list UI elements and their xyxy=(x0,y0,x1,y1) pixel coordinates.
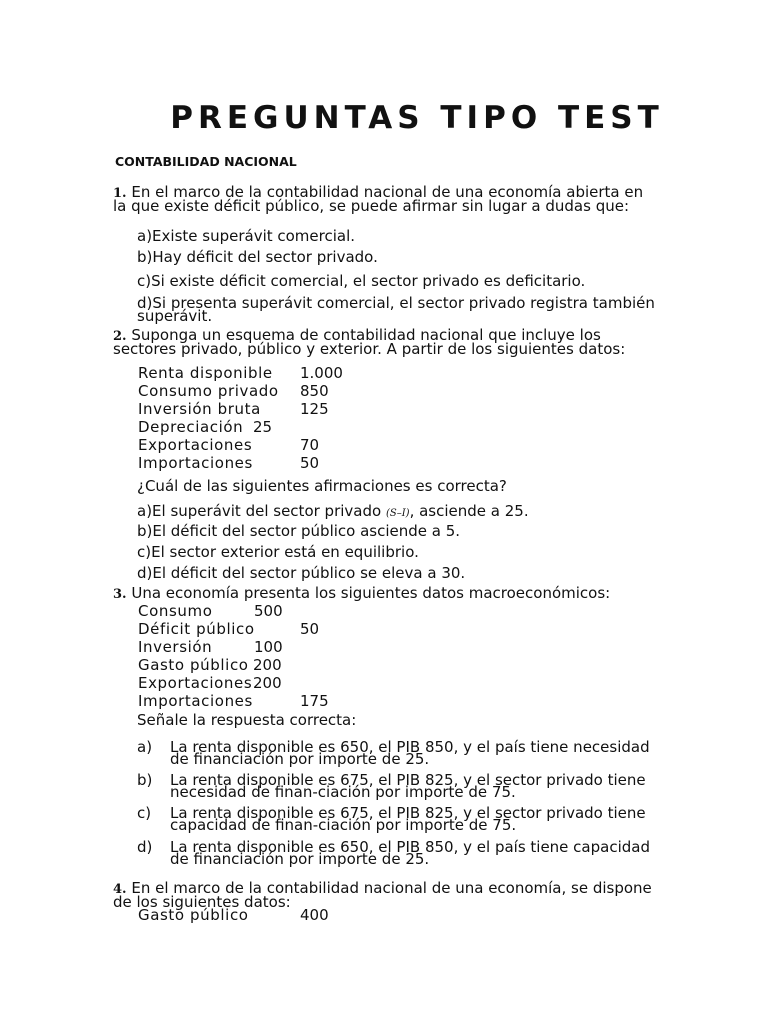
q2-data-value: 25 xyxy=(253,418,273,436)
question-text: Suponga un esquema de contabilidad nacional que incluye los sectores privado, público y exterior. A partir de los siguientes datos: xyxy=(113,326,626,358)
q3-option-d-letter: d) xyxy=(137,838,153,856)
q3-data-label: Consumo xyxy=(138,602,213,620)
question-3 xyxy=(113,584,653,602)
q1-option-b: b)Hay déficit del sector privado. xyxy=(137,248,378,266)
q3-data-value: 500 xyxy=(254,602,283,620)
q2-option-b: b)El déficit del sector público asciende a 5. xyxy=(137,522,461,540)
page-title: PREGUNTAS TIPO TEST xyxy=(170,100,664,136)
q3-option-c-text: La renta disponible es 675, el PIB 825, y el sector privado tiene capacidad de finan-ciación por importe de 75. xyxy=(170,804,646,834)
q3-option-a-text: La renta disponible es 650, el PIB 850, y el país tiene necesidad de financiación por importe de 25. xyxy=(170,738,650,768)
option-text: a)El superávit del sector privado xyxy=(137,502,386,520)
formula: (S–I) xyxy=(385,508,410,519)
q3-data-value: 175 xyxy=(300,692,329,710)
q2-data-label: Inversión bruta xyxy=(138,400,261,418)
section-heading: CONTABILIDAD NACIONAL xyxy=(115,154,297,169)
q4-data-value: 400 xyxy=(300,906,329,924)
q3-option-d-text: La renta disponible es 650, el PIB 850, y el país tiene capacidad de financiación por importe de 25. xyxy=(170,838,650,868)
q2-data-label: Exportaciones xyxy=(138,436,253,454)
q2-question: ¿Cuál de las siguientes afirmaciones es correcta? xyxy=(137,477,507,495)
q2-data-label: Consumo privado xyxy=(138,382,279,400)
q3-data-value: 200 xyxy=(253,674,282,692)
q2-data-value: 50 xyxy=(300,454,320,472)
question-number: 3. xyxy=(113,587,127,602)
q3-data-label: Déficit público xyxy=(138,620,255,638)
q1-option-a: a)Existe superávit comercial. xyxy=(137,227,356,245)
question-number: 4. xyxy=(113,882,127,897)
q2-data-value: 125 xyxy=(300,400,329,418)
q3-option-b-letter: b) xyxy=(137,771,153,789)
question-text: En el marco de la contabilidad nacional de una economía, se dispone de los siguientes datos: xyxy=(113,879,652,911)
q2-data-label: Depreciación xyxy=(138,418,244,436)
q2-data-value: 70 xyxy=(300,436,320,454)
question-number: 1. xyxy=(113,186,127,201)
question-number: 2. xyxy=(113,329,127,344)
question-1 xyxy=(113,183,653,215)
q2-option-d: d)El déficit del sector público se eleva a 30. xyxy=(137,564,466,582)
q1-option-c: c)Si existe déficit comercial, el sector privado es deficitario. xyxy=(137,272,586,290)
q3-option-a-letter: a) xyxy=(137,738,153,756)
q3-data-label: Exportaciones xyxy=(138,674,253,692)
question-2 xyxy=(113,326,653,358)
question-text: En el marco de la contabilidad nacional de una economía abierta en la que existe déficit público, se puede afirmar sin lugar a dudas que: xyxy=(113,183,644,215)
q4-data-label: Gasto público xyxy=(138,906,249,924)
q3-data-value: 200 xyxy=(253,656,282,674)
q3-option-c-letter: c) xyxy=(137,804,152,822)
q2-option-a xyxy=(137,502,657,520)
q2-data-label: Importaciones xyxy=(138,454,253,472)
question-4 xyxy=(113,879,653,911)
q3-data-label: Importaciones xyxy=(138,692,253,710)
q3-option-b-text: La renta disponible es 675, el PIB 825, y el sector privado tiene necesidad de finan-ciación por importe de 75. xyxy=(170,771,646,801)
q2-data-value: 850 xyxy=(300,382,329,400)
q1-option-d: d)Si presenta superávit comercial, el sector privado registra también superávit. xyxy=(137,294,655,325)
q2-data-value: 1.000 xyxy=(300,364,343,382)
option-text: , asciende a 25. xyxy=(409,502,529,520)
q3-data-label: Gasto público xyxy=(138,656,249,674)
q3-data-value: 50 xyxy=(300,620,320,638)
q3-data-label: Inversión xyxy=(138,638,213,656)
question-text: Una economía presenta los siguientes datos macroeconómicos: xyxy=(126,584,611,602)
q2-option-c: c)El sector exterior está en equilibrio. xyxy=(137,543,419,561)
q3-data-value: 100 xyxy=(254,638,283,656)
q3-question: Señale la respuesta correcta: xyxy=(137,711,357,729)
q2-data-label: Renta disponible xyxy=(138,364,273,382)
